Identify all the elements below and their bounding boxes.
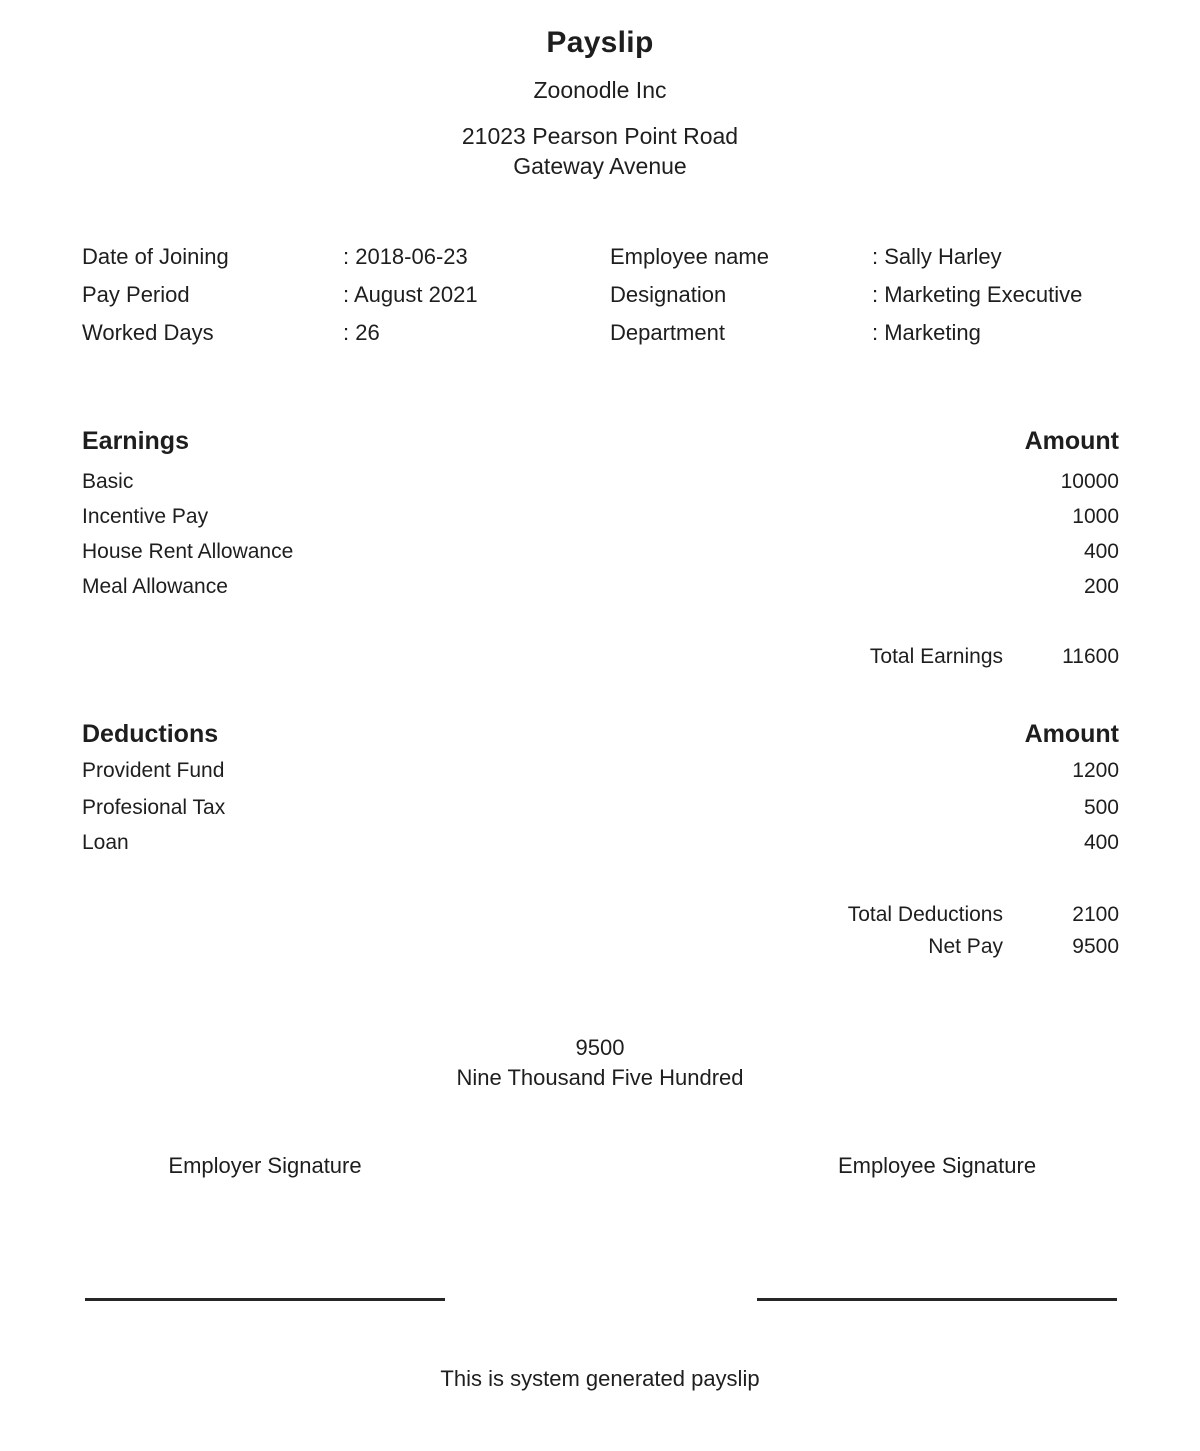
earning-amount: 200 (1083, 575, 1119, 598)
employer-signature-block (85, 1155, 445, 1301)
earning-amount: 1000 (1072, 505, 1119, 528)
earning-amount: 400 (1083, 540, 1119, 563)
deduction-label: Provident Fund (82, 759, 225, 782)
earning-label: Incentive Pay (82, 505, 209, 528)
total-deductions-row (82, 904, 1119, 925)
net-pay-row (82, 936, 1119, 957)
footer-note: This is system generated payslip (440, 1366, 760, 1391)
earning-row (82, 541, 1119, 562)
info-label-pay-period: Pay Period (82, 282, 190, 307)
deductions-section (82, 722, 1119, 957)
net-pay-figure: 9500 (575, 1035, 625, 1060)
earning-amount: 10000 (1060, 470, 1119, 493)
total-deductions-amount: 2100 (1072, 903, 1119, 926)
employee-signature-line (757, 1298, 1117, 1301)
earnings-title: Earnings (82, 427, 189, 455)
signatures-section (85, 1155, 1117, 1301)
deduction-label: Loan (82, 831, 129, 854)
total-earnings-label: Total Earnings (869, 645, 1003, 668)
earning-row (82, 576, 1119, 597)
employer-signature-line (85, 1298, 445, 1301)
total-earnings-row (82, 646, 1119, 667)
earning-label: House Rent Allowance (82, 540, 294, 563)
employee-signature-label: Employee Signature (837, 1153, 1037, 1178)
earning-label: Meal Allowance (82, 575, 228, 598)
deductions-amount-header: Amount (1024, 720, 1119, 748)
deduction-amount: 500 (1083, 796, 1119, 819)
info-value-worked-days: : 26 (343, 320, 380, 345)
deduction-row (82, 797, 1119, 818)
info-label-designation: Designation (610, 282, 727, 307)
info-value-date-of-joining: : 2018-06-23 (343, 244, 468, 269)
earnings-section-header (82, 429, 1119, 454)
net-pay-in-words: Nine Thousand Five Hundred (456, 1065, 744, 1090)
deduction-row (82, 832, 1119, 853)
company-address-line1: 21023 Pearson Point Road (461, 123, 739, 149)
info-label-employee-name: Employee name (610, 244, 769, 269)
company-name: Zoonodle Inc (533, 77, 667, 103)
info-value-pay-period: : August 2021 (343, 282, 478, 307)
deduction-row (82, 760, 1119, 781)
net-pay-summary (0, 1037, 1200, 1089)
earnings-amount-header: Amount (1024, 427, 1119, 455)
payslip-header (0, 28, 1200, 181)
total-earnings-amount: 11600 (1062, 645, 1119, 668)
deduction-amount: 400 (1083, 831, 1119, 854)
page-title: Payslip (546, 26, 654, 59)
employee-info-grid (82, 238, 1119, 352)
info-value-department: : Marketing (872, 320, 981, 345)
employee-signature-block (757, 1155, 1117, 1301)
net-pay-amount: 9500 (1072, 935, 1119, 958)
earning-row (82, 471, 1119, 492)
deduction-label: Profesional Tax (82, 796, 226, 819)
deduction-amount: 1200 (1072, 759, 1119, 782)
employer-signature-label: Employer Signature (168, 1153, 362, 1178)
info-label-department: Department (610, 320, 725, 345)
info-label-date-of-joining: Date of Joining (82, 244, 229, 269)
net-pay-label: Net Pay (928, 935, 1003, 958)
earning-label: Basic (82, 470, 134, 493)
deductions-title: Deductions (82, 720, 219, 748)
info-value-designation: : Marketing Executive (872, 282, 1083, 307)
earnings-section (82, 429, 1119, 667)
info-label-worked-days: Worked Days (82, 320, 214, 345)
total-deductions-label: Total Deductions (847, 903, 1003, 926)
company-address-line2: Gateway Avenue (513, 153, 687, 179)
info-value-employee-name: : Sally Harley (872, 244, 1002, 269)
earning-row (82, 506, 1119, 527)
deductions-section-header (82, 722, 1119, 747)
